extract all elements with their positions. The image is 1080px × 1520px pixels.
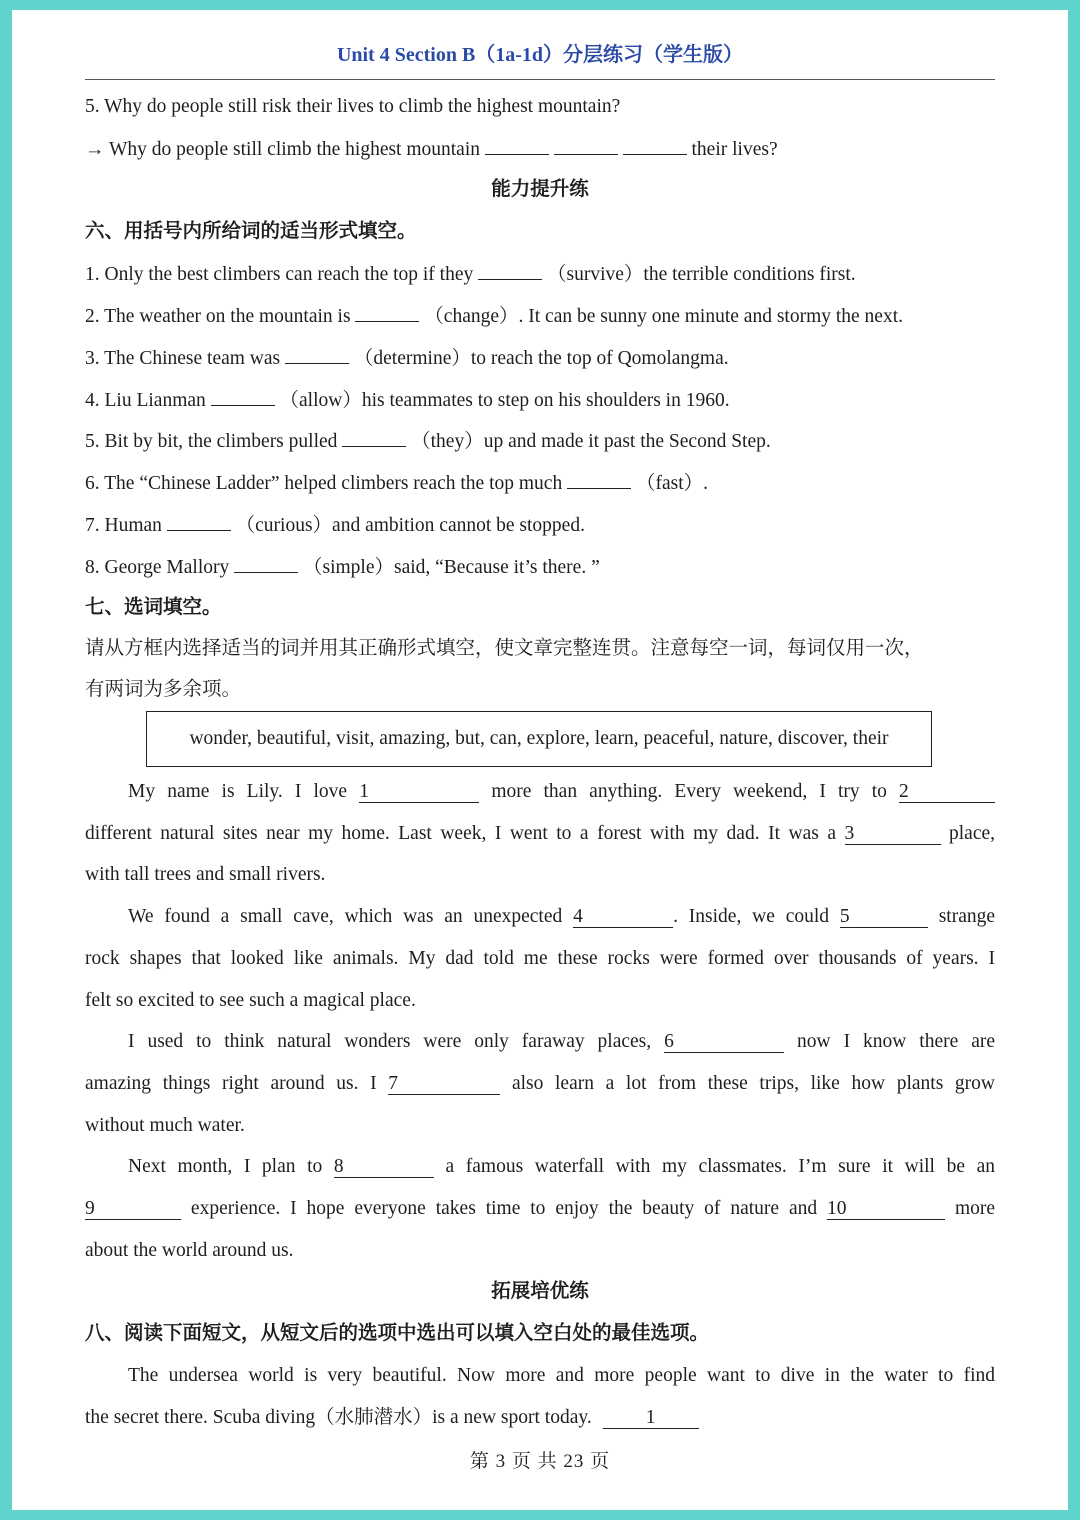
passage-line: amazing things right around us. I 7 also learn a lot from these trips, like how plants grow xyxy=(85,1073,996,1094)
passage-line: We found a small cave, which was an unexpected 4 . Inside, we could 5 strange xyxy=(128,906,996,927)
fill-item-5: 5. Bit by bit, the climbers pulled （they）up and made it past the Second Step. xyxy=(85,428,995,455)
section-6-heading: 六、用括号内所给词的适当形式填空。 xyxy=(85,221,417,242)
numbered-blank: 10 xyxy=(827,1199,945,1220)
section-title-ability: 能力提升练 xyxy=(491,179,589,200)
numbered-blank: 9 xyxy=(85,1199,181,1220)
numbered-blank: 5 xyxy=(840,907,928,928)
passage-line: I used to think natural wonders were only faraway places, 6 now I know there are xyxy=(128,1031,996,1052)
passage-line: about the world around us. xyxy=(85,1240,294,1261)
passage-line: without much water. xyxy=(85,1115,245,1136)
fill-item-8: 8. George Mallory （simple）said, “Because it’s there. ” xyxy=(85,554,995,581)
numbered-blank: 6 xyxy=(664,1032,784,1053)
word-box: wonder, beautiful, visit, amazing, but, can, explore, learn, peaceful, nature, discover, their xyxy=(146,711,932,767)
numbered-blank: 4 xyxy=(573,907,673,928)
answer-blank xyxy=(567,470,631,489)
passage-line: the secret there. Scuba diving（水肺潜水）is a new sport today. 1 xyxy=(85,1405,995,1431)
passage-line: My name is Lily. I love 1 more than anything. Every weekend, I try to 2 xyxy=(128,779,995,805)
section-7-instruction: 请从方框内选择适当的词并用其正确形式填空，使文章完整连贯。注意每空一词，每词仅用一次， xyxy=(85,638,924,659)
answer-blank xyxy=(485,136,549,155)
numbered-blank: 7 xyxy=(388,1074,500,1095)
numbered-blank: 2 xyxy=(899,782,995,803)
numbered-blank: 3 xyxy=(845,824,941,845)
fill-item-1: 1. Only the best climbers can reach the top if they （survive）the terrible conditions first. xyxy=(85,261,995,288)
rewrite-question-5: 5. Why do people still risk their lives to climb the highest mountain? xyxy=(85,96,621,117)
fill-item-3: 3. The Chinese team was （determine）to reach the top of Qomolangma. xyxy=(85,345,995,372)
section-7-instruction-cont: 有两词为多余项。 xyxy=(85,679,242,700)
header-divider xyxy=(85,79,995,80)
answer-blank xyxy=(554,136,618,155)
passage-line: with tall trees and small rivers. xyxy=(85,864,326,885)
fill-item-7: 7. Human （curious）and ambition cannot be stopped. xyxy=(85,512,995,539)
answer-blank xyxy=(167,512,231,531)
passage-line: rock shapes that looked like animals. My dad told me these rocks were formed over thousands of years. I xyxy=(85,948,995,969)
answer-blank xyxy=(234,554,298,573)
page-number: 第 3 页 共 23 页 xyxy=(469,1451,611,1472)
numbered-blank: 1 xyxy=(603,1408,699,1429)
passage-line: felt so excited to see such a magical place. xyxy=(85,990,416,1011)
answer-blank xyxy=(211,387,275,406)
section-8-heading: 八、阅读下面短文，从短文后的选项中选出可以填入空白处的最佳选项。 xyxy=(85,1323,710,1344)
fill-item-4: 4. Liu Lianman （allow）his teammates to step on his shoulders in 1960. xyxy=(85,387,995,414)
fill-item-6: 6. The “Chinese Ladder” helped climbers reach the top much （fast）. xyxy=(85,470,995,497)
numbered-blank: 1 xyxy=(359,782,479,803)
answer-blank xyxy=(355,303,419,322)
rewrite-question-5-answer: → Why do people still climb the highest mountain their lives? xyxy=(85,136,995,163)
passage-line: Next month, I plan to 8 a famous waterfall with my classmates. I’m sure it will be an xyxy=(128,1156,995,1177)
answer-blank xyxy=(478,261,542,280)
numbered-blank: 8 xyxy=(334,1157,434,1178)
answer-blank xyxy=(285,345,349,364)
passage-line: 9 experience. I hope everyone takes time to enjoy the beauty of nature and 10 more xyxy=(85,1198,996,1219)
fill-item-2: 2. The weather on the mountain is （change）. It can be sunny one minute and stormy the next. xyxy=(85,303,995,330)
passage-line: different natural sites near my home. Last week, I went to a forest with my dad. It was a 3 place, xyxy=(85,823,996,844)
section-7-heading: 七、选词填空。 xyxy=(85,597,222,618)
document-header-title: Unit 4 Section B（1a-1d）分层练习（学生版） xyxy=(336,44,744,66)
passage-line: The undersea world is very beautiful. Now more and more people want to dive in the water to find xyxy=(128,1365,995,1386)
section-title-extend: 拓展培优练 xyxy=(491,1281,589,1302)
answer-blank xyxy=(342,428,406,447)
answer-blank xyxy=(623,136,687,155)
